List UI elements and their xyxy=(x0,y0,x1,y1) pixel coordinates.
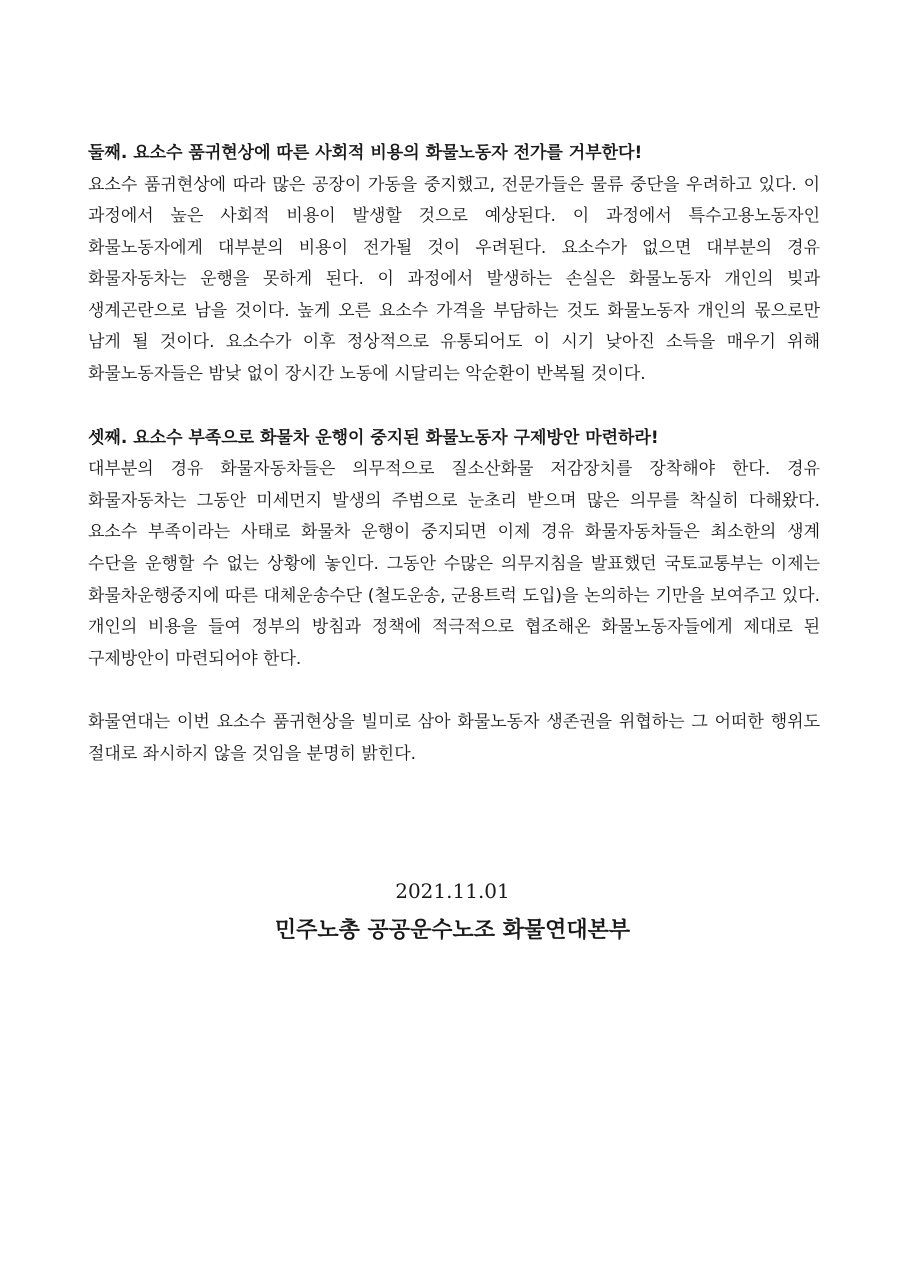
section-heading: 셋째. 요소수 부족으로 화물차 운행이 중지된 화물노동자 구제방안 마련하라! xyxy=(88,427,659,448)
section-heading: 둘째. 요소수 품귀현상에 따른 사회적 비용의 화물노동자 전가를 거부한다! xyxy=(88,143,643,163)
section-third xyxy=(88,423,820,676)
organization-name: 민주노총 공공운수노조 화물연대본부 xyxy=(274,918,631,943)
section-paragraph: 요소수 품귀현상에 따라 많은 공장이 가동을 중지했고, 전문가들은 물류 중단을 우려하고 있다. 이 과정에서 높은 사회적 비용이 발생할 것으로 예상된다. 이 과정에서 특수고용노동자인 화물노동자에게 대부분의 비용이 전가될 것이 우려된다. 요소수가 없으면 대부분의 경유 화물자동차는 운행을 못하게 된다. 이 과정에서 발생하는 손실은 화물노동자 개인의 빚과 생계곤란으로 남을 것이다. 높게 오른 요소수 가격을 부담하는 것도 화물노동자 개인의 몫으로만 남게 될 것이다. 요소수가 이후 정상적으로 유통되어도 이 시기 낮아진 소득을 매우기 위해 화물노동자들은 밤낮 없이 장시간 노동에 시달리는 악순환이 반복될 것이다. xyxy=(88,174,820,385)
statement-date: 2021.11.01 xyxy=(395,879,510,903)
section-second xyxy=(88,138,820,391)
closing-statement: 화물연대는 이번 요소수 품귀현상을 빌미로 삼아 화물노동자 생존권을 위협하는 그 어떠한 행위도 절대로 좌시하지 않을 것임을 분명히 밝힌다. xyxy=(88,712,820,764)
statement-body xyxy=(88,138,820,771)
signature-block xyxy=(0,876,905,948)
section-paragraph: 대부분의 경유 화물자동차들은 의무적으로 질소산화물 저감장치를 장착해야 한다. 경유 화물자동차는 그동안 미세먼지 발생의 주범으로 눈초리 받으며 많은 의무를 착실히 다해왔다. 요소수 부족이라는 사태로 화물차 운행이 중지되면 이제 경유 화물자동차들은 최소한의 생계 수단을 운행할 수 없는 상황에 놓인다. 그동안 수많은 의무지침을 발표했던 국토교통부는 이제는 화물차운행중지에 따른 대체운송수단 (철도운송, 군용트럭 도입)을 논의하는 기만을 보여주고 있다. 개인의 비용을 들여 정부의 방침과 정책에 적극적으로 협조해온 화물노동자들에게 제대로 된 구제방안이 마련되어야 한다. xyxy=(88,459,820,669)
spacer xyxy=(88,391,820,423)
spacer xyxy=(88,675,820,707)
